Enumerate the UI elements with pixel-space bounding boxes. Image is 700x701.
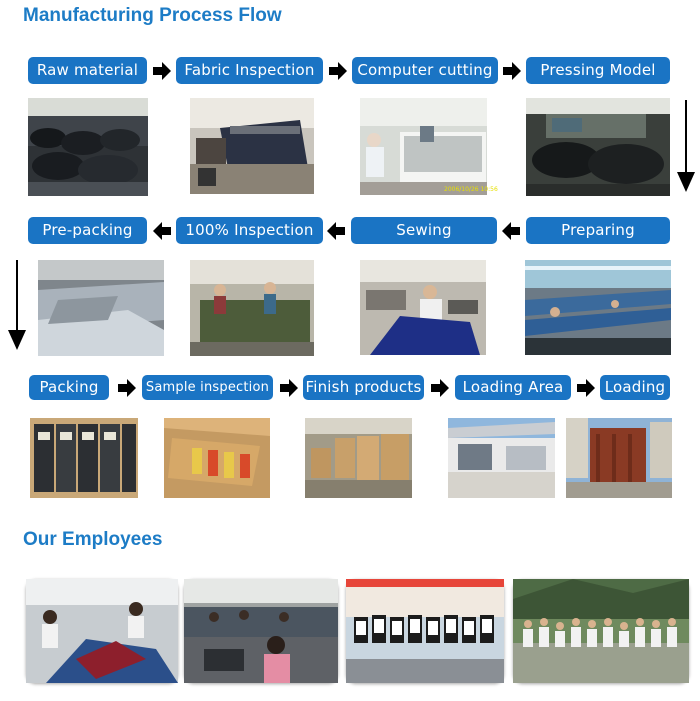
employee-photo-4	[513, 579, 689, 683]
employees-title: Our Employees	[23, 529, 163, 550]
sample-inspection-photo	[164, 418, 270, 498]
employee-photo-1	[26, 579, 178, 683]
process-flow-title: Manufacturing Process Flow	[23, 5, 282, 26]
finish-products-photo	[305, 418, 412, 498]
step-fabric-inspection: Fabric Inspection	[176, 57, 323, 84]
fabric-inspection-photo	[190, 98, 314, 194]
step-pre-packing: Pre-packing	[28, 217, 147, 244]
step-finish-products: Finish products	[303, 375, 424, 400]
step-pressing-model: Pressing Model	[526, 57, 670, 84]
computer-cutting-photo	[360, 98, 498, 195]
pre-packing-photo	[38, 260, 164, 356]
step-100-inspection: 100% Inspection	[176, 217, 323, 244]
arrow-left-icon	[326, 221, 346, 241]
step-computer-cutting: Computer cutting	[352, 57, 498, 84]
arrow-right-icon	[328, 61, 348, 81]
preparing-photo	[525, 260, 671, 355]
arrow-right-icon	[152, 61, 172, 81]
sewing-photo	[360, 260, 486, 355]
arrow-right-icon	[502, 61, 522, 81]
step-packing: Packing	[29, 375, 109, 400]
arrow-right-icon	[117, 378, 137, 398]
step-loading-area: Loading Area	[455, 375, 571, 400]
full-inspection-photo	[190, 260, 314, 356]
arrow-down-icon	[7, 260, 27, 350]
pressing-model-photo	[526, 98, 670, 196]
step-preparing: Preparing	[526, 217, 670, 244]
loading-photo	[566, 418, 672, 498]
employee-photo-2	[184, 579, 338, 683]
arrow-right-icon	[279, 378, 299, 398]
photo-timestamp: 2006/10/26 10:56	[444, 186, 498, 193]
raw-material-photo	[28, 98, 148, 196]
arrow-left-icon	[152, 221, 172, 241]
employee-photo-3	[346, 579, 504, 683]
step-sewing: Sewing	[351, 217, 497, 244]
arrow-right-icon	[576, 378, 596, 398]
step-sample-inspection: Sample inspection	[142, 375, 273, 400]
arrow-right-icon	[430, 378, 450, 398]
loading-area-photo	[448, 418, 555, 498]
step-raw-material: Raw material	[28, 57, 147, 84]
arrow-down-icon	[676, 100, 696, 192]
arrow-left-icon	[501, 221, 521, 241]
step-loading: Loading	[600, 375, 670, 400]
packing-photo	[30, 418, 138, 498]
